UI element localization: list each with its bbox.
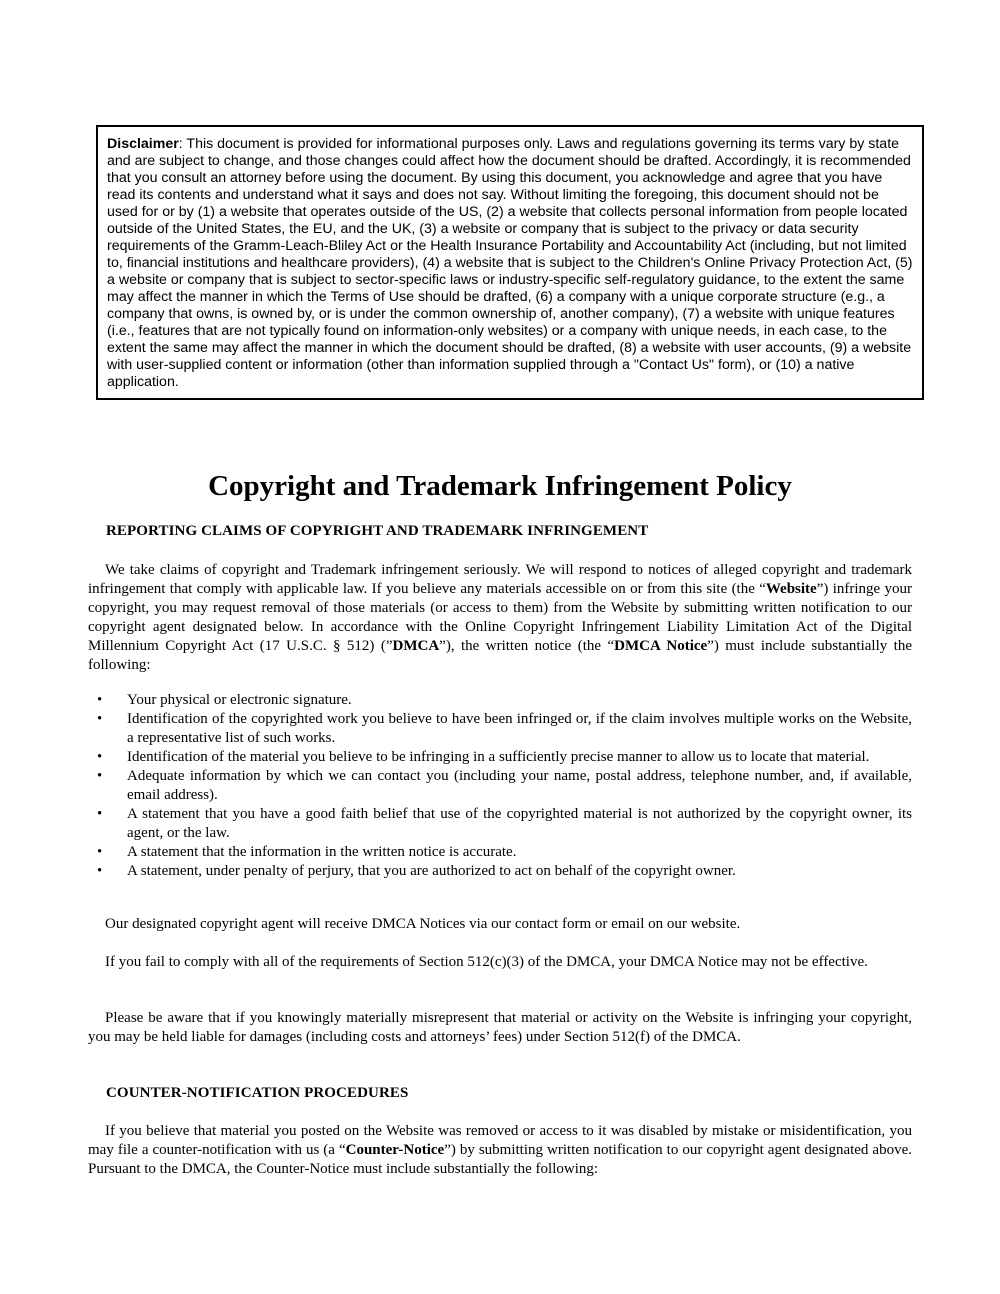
counter-notification-paragraph [88, 1122, 912, 1179]
reporting-intro-text-4: ”) must include substantially the following: [88, 638, 912, 673]
disclaimer-text [107, 136, 913, 391]
disclaimer-box [96, 125, 924, 400]
list-item-text: A statement, under penalty of perjury, that you are authorized to act on behalf of the copyright owner. [127, 863, 736, 879]
bullet-icon: • [97, 749, 103, 765]
list-item-text: Adequate information by which we can contact you (including your name, postal address, telephone number, and, if available, email address). [127, 768, 912, 803]
page-title: Copyright and Trademark Infringement Policy [208, 470, 792, 502]
section-heading-reporting-claims: REPORTING CLAIMS OF COPYRIGHT AND TRADEMARK INFRINGEMENT [106, 523, 649, 539]
list-item-text: A statement that the information in the written notice is accurate. [127, 844, 517, 860]
bullet-icon: • [97, 844, 103, 860]
bullet-icon: • [97, 863, 103, 879]
list-item-text: Identification of the copyrighted work you believe to have been infringed or, if the claim involves multiple works on the Website, a representative list of such works. [127, 711, 912, 746]
compliance-paragraph: If you fail to comply with all of the requirements of Section 512(c)(3) of the DMCA, your DMCA Notice may not be effective. [105, 954, 868, 970]
list-item-text: Your physical or electronic signature. [127, 692, 352, 708]
counter-intro-text-1: If you believe that material you posted on the Website was removed or access to it was disabled by mistake or misidentification, you may file a counter-notification with us (a “ [88, 1123, 912, 1158]
dmca-term: DMCA [392, 638, 440, 654]
counter-notice-term: Counter-Notice [345, 1142, 445, 1158]
list-item [88, 805, 912, 843]
list-item [88, 748, 912, 767]
bullet-icon: • [97, 806, 103, 822]
bullet-icon: • [97, 692, 103, 708]
list-item-text: Identification of the material you believe to be infringing in a sufficiently precise manner to allow us to locate that material. [127, 749, 870, 765]
reporting-intro-paragraph [88, 561, 912, 675]
copyright-agent-paragraph: Our designated copyright agent will receive DMCA Notices via our contact form or email on our website. [105, 916, 741, 932]
list-item [88, 710, 912, 748]
bullet-icon: • [97, 711, 103, 727]
list-item [88, 862, 912, 881]
list-item [88, 843, 912, 862]
disclaimer-body: : This document is provided for informational purposes only. Laws and regulations governing its terms vary by state and are subject to change, and those changes could affect how the document should be drafted. Accordingly, it is recommended that you consult an attorney before using the document. By using this document, you acknowledge and agree that you have read its contents and understand what it says and does not say. Without limiting the foregoing, this document should not be used for or by (1) a website that operates outside of the US, (2) a website that collects personal information from people located outside of the United States, the EU, and the UK, (3) a website or company that is subject to the privacy or data security requirements of the Gramm-Leach-Bliley Act or the Health Insurance Portability and Accountability Act (including, but not limited to, financial institutions and healthcare providers), (4) a website that is subject to the Children's Online Privacy Protection Act, (5) a website or company that is subject to sector-specific laws or industry-specific self-regulatory guidance, to the extent the same may affect the manner in which the Terms of Use should be drafted, (6) a company with a unique corporate structure (e.g., a company that owns, is owned by, or is under the common ownership of, another company), (7) a website with unique features (i.e., features that are not typically found on information-only websites) or a company with unique needs, in each case, to the extent the same may affect the manner in which the document should be drafted, (8) a website with user accounts, (9) a website with user-supplied content or information (other than information supplied through a "Contact Us" form), or (10) a native application. [107, 136, 913, 390]
section-heading-counter-notification: COUNTER-NOTIFICATION PROCEDURES [106, 1085, 409, 1101]
reporting-intro-text-2: ”) infringe your copyright, you may request removal of those materials (or access to them) from the Website by submitting written notification to our copyright agent designated below. In accordance with the Online Copyright Infringement Liability Limitation Act of the Digital Millennium Copyright Act (17 U.S.C. § 512) (” [88, 581, 912, 654]
list-item [88, 691, 912, 710]
list-item-text: A statement that you have a good faith belief that use of the copyrighted material is not authorized by the copyright owner, its agent, or the law. [127, 806, 912, 841]
counter-intro-text-2: ”) by submitting written notification to our copyright agent designated above. Pursuant to the DMCA, the Counter-Notice must include substantially the following: [88, 1142, 912, 1177]
misrepresentation-paragraph: Please be aware that if you knowingly materially misrepresent that material or activity on the Website is infringing your copyright, you may be held liable for damages (including costs and attorneys’ fees) under Section 512(f) of the DMCA. [88, 1010, 912, 1045]
list-item [88, 767, 912, 805]
website-term: Website [765, 581, 817, 597]
dmca-notice-term: DMCA Notice [614, 638, 708, 654]
disclaimer-label: Disclaimer [107, 136, 179, 152]
bullet-icon: • [97, 768, 103, 784]
reporting-intro-text-1: We take claims of copyright and Trademark infringement seriously. We will respond to notices of alleged copyright and trademark infringement that comply with applicable law. If you believe any materials accessible on or from this site (the “ [88, 562, 912, 597]
dmca-notice-requirements-list [88, 691, 912, 881]
reporting-intro-text-3: ”), the written notice (the “ [439, 638, 615, 654]
